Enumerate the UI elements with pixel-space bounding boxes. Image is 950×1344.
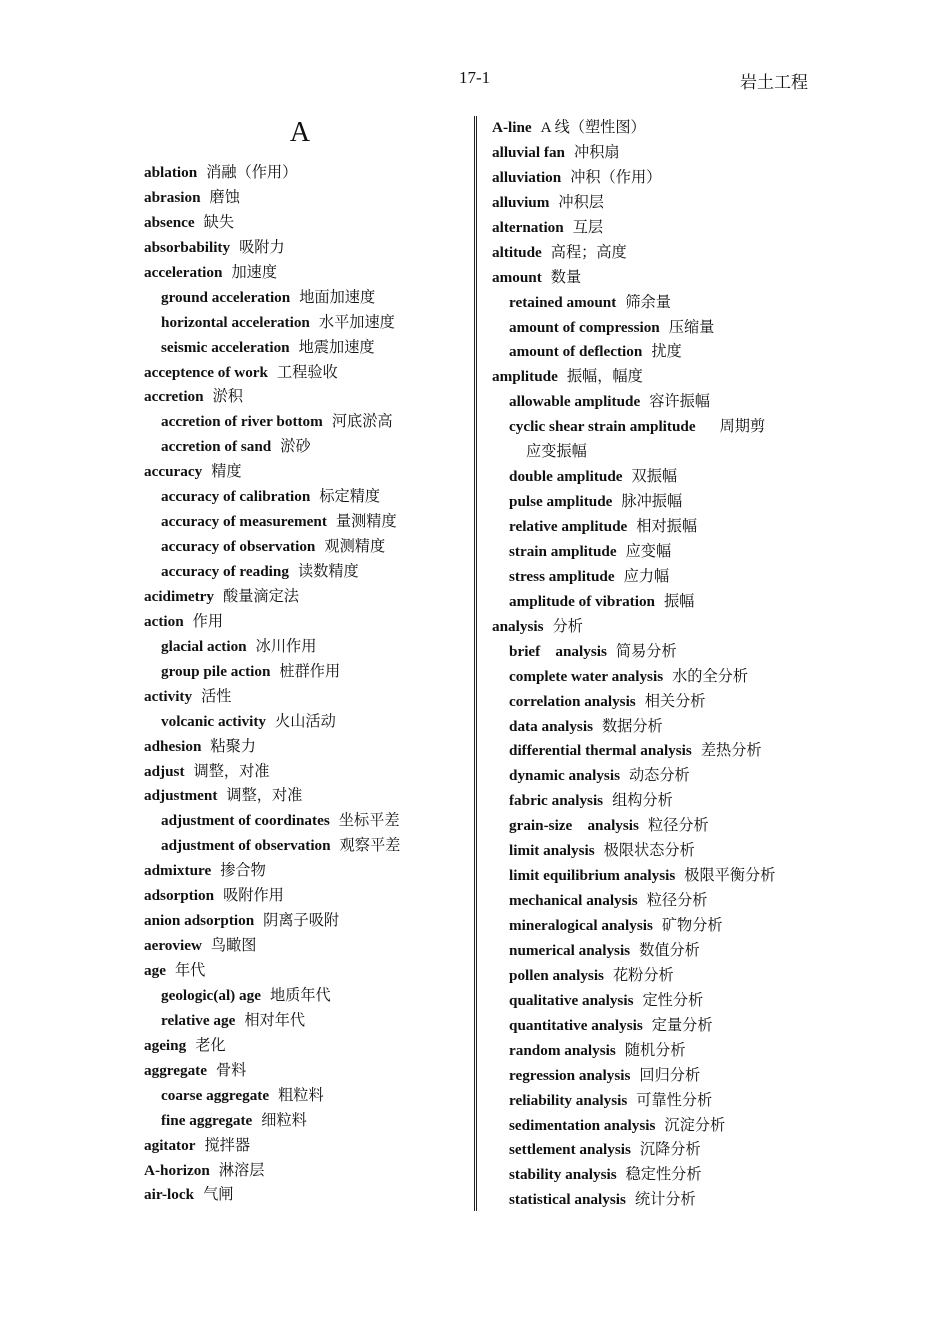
entry-term: adhesion bbox=[144, 737, 202, 755]
entry-term: abrasion bbox=[144, 188, 201, 206]
entry-translation: 振幅，幅度 bbox=[566, 368, 643, 386]
entry-term: regression analysis bbox=[509, 1066, 631, 1084]
entry-translation: 矿物分析 bbox=[661, 917, 723, 934]
dictionary-entry bbox=[144, 735, 464, 760]
entry-term: dynamic analysis bbox=[509, 767, 620, 785]
entry-translation: 阴离子吸附 bbox=[263, 912, 340, 930]
dictionary-entry bbox=[492, 615, 822, 640]
dictionary-subentry bbox=[144, 834, 464, 859]
entry-translation: 筛余量 bbox=[625, 293, 671, 311]
dictionary-subentry bbox=[492, 789, 822, 814]
entry-term: random analysis bbox=[509, 1041, 616, 1059]
dictionary-subentry bbox=[492, 839, 822, 864]
entry-translation: 鸟瞰图 bbox=[210, 937, 257, 955]
dictionary-entry bbox=[492, 266, 822, 291]
entry-translation: 冰川作用 bbox=[255, 637, 317, 655]
entry-translation: 数量 bbox=[550, 268, 582, 286]
dictionary-entry bbox=[492, 365, 822, 390]
entry-translation: 冲积扇 bbox=[574, 143, 620, 161]
entry-translation: 量测精度 bbox=[335, 513, 397, 531]
entry-term: action bbox=[144, 612, 184, 630]
entry-translation: 数据分析 bbox=[601, 717, 663, 735]
dictionary-subentry bbox=[144, 311, 464, 336]
entry-term: altitude bbox=[492, 243, 542, 261]
dictionary-subentry bbox=[492, 340, 822, 365]
entry-translation: 应变振幅 bbox=[526, 443, 587, 461]
dictionary-entry bbox=[492, 241, 822, 266]
dictionary-subentry bbox=[492, 590, 822, 615]
entry-translation: 水平加速度 bbox=[318, 313, 395, 331]
entry-translation: 数值分析 bbox=[639, 941, 700, 959]
entry-term: reliability analysis bbox=[509, 1091, 628, 1109]
dictionary-subentry bbox=[492, 864, 822, 889]
dictionary-subentry bbox=[492, 1039, 822, 1064]
entry-term: pulse amplitude bbox=[509, 493, 613, 511]
entry-term: acidimetry bbox=[144, 587, 215, 605]
entry-translation: 年代 bbox=[174, 962, 206, 979]
dictionary-entry bbox=[144, 585, 464, 610]
entry-translation: 统计分析 bbox=[634, 1191, 696, 1209]
dictionary-subentry bbox=[492, 1014, 822, 1039]
entry-term: glacial action bbox=[161, 637, 247, 655]
entry-term: acceleration bbox=[144, 263, 223, 281]
entry-translation: 吸附作用 bbox=[223, 887, 284, 905]
entry-translation: 简易分析 bbox=[615, 642, 677, 660]
dictionary-subentry bbox=[492, 565, 822, 590]
entry-term: stability analysis bbox=[509, 1166, 617, 1184]
entry-translation: 老化 bbox=[195, 1036, 226, 1054]
dictionary-entry bbox=[144, 361, 464, 386]
dictionary-subentry bbox=[492, 465, 822, 490]
dictionary-subentry bbox=[492, 690, 822, 715]
dictionary-subentry bbox=[492, 889, 822, 914]
dictionary-entry bbox=[144, 934, 464, 959]
dictionary-subentry bbox=[492, 390, 822, 415]
entry-term: adjustment bbox=[144, 787, 218, 805]
dictionary-subentry bbox=[492, 291, 822, 316]
entry-translation: 淤积 bbox=[212, 388, 243, 406]
entry-term: settlement analysis bbox=[509, 1141, 631, 1159]
entry-term: mechanical analysis bbox=[509, 892, 638, 910]
entry-term: air-lock bbox=[144, 1186, 195, 1204]
entry-translation: 容许振幅 bbox=[649, 393, 710, 411]
dictionary-subentry bbox=[492, 814, 822, 839]
entry-term: aggregate bbox=[144, 1061, 207, 1079]
dictionary-entry bbox=[144, 859, 464, 884]
entry-translation: 动态分析 bbox=[628, 767, 690, 785]
entry-translation: 作用 bbox=[192, 612, 224, 630]
entry-term: quantitative analysis bbox=[509, 1016, 643, 1034]
entry-term: limit equilibrium analysis bbox=[509, 867, 676, 885]
entry-term: adjustment of coordinates bbox=[161, 812, 330, 830]
entry-translation: 细粒料 bbox=[261, 1111, 307, 1129]
entry-term: brief analysis bbox=[509, 642, 607, 660]
entry-term: accuracy of observation bbox=[161, 538, 316, 556]
dictionary-subentry bbox=[492, 440, 822, 465]
entry-translation: 地质年代 bbox=[269, 986, 331, 1004]
entry-translation: 淤砂 bbox=[280, 438, 311, 456]
entry-term: activity bbox=[144, 687, 193, 705]
dictionary-subentry bbox=[492, 316, 822, 341]
entry-term: double amplitude bbox=[509, 468, 623, 486]
dictionary-entry bbox=[144, 1059, 464, 1084]
entry-translation: 定量分析 bbox=[651, 1016, 713, 1034]
entry-translation: 相对年代 bbox=[244, 1011, 306, 1029]
entry-term: analysis bbox=[492, 617, 544, 635]
entry-term: amplitude bbox=[492, 368, 558, 386]
entry-translation: 应力幅 bbox=[623, 567, 670, 585]
entry-translation: 组构分析 bbox=[612, 792, 673, 810]
entry-term: relative age bbox=[161, 1011, 236, 1029]
entry-term: adjustment of observation bbox=[161, 837, 331, 855]
entry-translation: 稳定性分析 bbox=[625, 1166, 702, 1184]
dictionary-entry bbox=[144, 784, 464, 809]
entry-translation: 加速度 bbox=[231, 263, 277, 281]
dictionary-subentry bbox=[492, 515, 822, 540]
dictionary-entry bbox=[144, 909, 464, 934]
section-letter: A bbox=[289, 117, 311, 148]
entry-translation: 工程验收 bbox=[276, 363, 338, 381]
dictionary-subentry bbox=[144, 1084, 464, 1109]
dictionary-subentry bbox=[492, 715, 822, 740]
entry-term: accretion bbox=[144, 388, 204, 406]
entry-translation: 可靠性分析 bbox=[636, 1091, 713, 1109]
entry-term: fine aggregate bbox=[161, 1111, 253, 1129]
entry-term: retained amount bbox=[509, 293, 617, 311]
entry-translation: 振幅 bbox=[663, 592, 695, 610]
entry-term: correlation analysis bbox=[509, 692, 636, 710]
entry-translation: 双振幅 bbox=[631, 468, 678, 486]
entry-term: relative amplitude bbox=[509, 518, 628, 535]
entry-translation: 河底淤高 bbox=[331, 413, 393, 431]
entry-translation: 骨料 bbox=[215, 1061, 247, 1079]
entry-translation: 地面加速度 bbox=[299, 288, 376, 306]
entry-translation: 互层 bbox=[572, 218, 604, 236]
right-column bbox=[492, 116, 822, 1213]
dictionary-subentry bbox=[144, 710, 464, 735]
entry-term: alluviation bbox=[492, 168, 562, 186]
entry-translation: 读数精度 bbox=[297, 563, 359, 580]
dictionary-entry bbox=[492, 116, 822, 141]
entry-term: sedimentation analysis bbox=[509, 1116, 656, 1134]
entry-term: accretion of sand bbox=[161, 438, 272, 456]
entry-translation: 搅拌器 bbox=[204, 1136, 251, 1154]
entry-translation: A 线（塑性图） bbox=[540, 119, 646, 136]
dictionary-subentry bbox=[492, 1163, 822, 1188]
dictionary-subentry bbox=[492, 1114, 822, 1139]
dictionary-entry bbox=[144, 1134, 464, 1159]
dictionary-entry bbox=[144, 1159, 464, 1184]
dictionary-entry bbox=[144, 760, 464, 785]
dictionary-subentry bbox=[492, 1089, 822, 1114]
dictionary-subentry bbox=[144, 286, 464, 311]
dictionary-entry bbox=[492, 166, 822, 191]
dictionary-entry bbox=[144, 261, 464, 286]
entry-term: accuracy of measurement bbox=[161, 513, 327, 531]
entry-translation: 坐标平差 bbox=[338, 812, 400, 830]
dictionary-subentry bbox=[144, 1109, 464, 1134]
dictionary-entry bbox=[144, 685, 464, 710]
entry-translation: 定性分析 bbox=[642, 991, 704, 1009]
entry-translation: 火山活动 bbox=[275, 712, 336, 730]
entry-term: alternation bbox=[492, 218, 564, 236]
dictionary-subentry bbox=[492, 1138, 822, 1163]
entry-term: pollen analysis bbox=[509, 966, 604, 984]
entry-translation: 酸量滴定法 bbox=[223, 587, 299, 605]
entry-term: accretion of river bottom bbox=[161, 413, 323, 431]
entry-term: agitator bbox=[144, 1136, 196, 1154]
dictionary-subentry bbox=[492, 964, 822, 989]
entry-translation: 标定精度 bbox=[319, 488, 381, 506]
dictionary-subentry bbox=[492, 914, 822, 939]
entry-translation: 周期剪 bbox=[719, 418, 766, 436]
entry-term: strain amplitude bbox=[509, 542, 617, 560]
dictionary-entry bbox=[492, 141, 822, 166]
entry-term: amount bbox=[492, 268, 542, 286]
dictionary-entry bbox=[492, 191, 822, 216]
dictionary-subentry bbox=[144, 660, 464, 685]
entry-translation: 冲积层 bbox=[558, 193, 604, 211]
entry-translation: 地震加速度 bbox=[298, 338, 375, 356]
page-number: 17-1 bbox=[459, 68, 491, 87]
entry-translation: 沉降分析 bbox=[639, 1141, 701, 1159]
entry-term: alluvium bbox=[492, 193, 550, 211]
entry-term: A-horizon bbox=[144, 1161, 210, 1179]
entry-term: cyclic shear strain amplitude bbox=[509, 418, 696, 436]
entry-translation: 桩群作用 bbox=[279, 662, 341, 680]
entry-translation: 水的全分析 bbox=[672, 667, 749, 685]
entry-term: ablation bbox=[144, 164, 198, 181]
entry-term: coarse aggregate bbox=[161, 1086, 270, 1104]
entry-term: aeroview bbox=[144, 937, 202, 955]
column-divider bbox=[474, 116, 477, 1211]
dictionary-entry bbox=[144, 211, 464, 236]
dictionary-subentry bbox=[144, 435, 464, 460]
dictionary-subentry bbox=[144, 984, 464, 1009]
entry-term: statistical analysis bbox=[509, 1191, 626, 1209]
entry-term: amount of compression bbox=[509, 318, 660, 336]
entry-term: mineralogical analysis bbox=[509, 917, 653, 934]
entry-term: grain-size analysis bbox=[509, 817, 639, 835]
dictionary-subentry bbox=[492, 739, 822, 764]
entry-translation: 脉冲振幅 bbox=[621, 493, 683, 511]
entry-translation: 花粉分析 bbox=[612, 966, 674, 984]
dictionary-entry bbox=[144, 186, 464, 211]
entry-translation: 磨蚀 bbox=[209, 188, 240, 206]
dictionary-entry bbox=[144, 460, 464, 485]
entry-term: admixture bbox=[144, 862, 212, 880]
entry-term: anion adsorption bbox=[144, 912, 255, 930]
entry-translation: 缺失 bbox=[203, 213, 234, 231]
entry-translation: 相关分析 bbox=[644, 692, 706, 710]
entry-term: absence bbox=[144, 213, 195, 231]
dictionary-subentry bbox=[144, 809, 464, 834]
dictionary-subentry bbox=[492, 989, 822, 1014]
entry-translation: 高程；高度 bbox=[550, 243, 627, 261]
entry-translation: 压缩量 bbox=[668, 318, 715, 336]
dictionary-subentry bbox=[492, 415, 822, 440]
entry-translation: 粗粒料 bbox=[278, 1086, 324, 1104]
entry-translation: 掺合物 bbox=[220, 862, 266, 880]
entry-term: volcanic activity bbox=[161, 712, 267, 730]
entry-term: stress amplitude bbox=[509, 567, 615, 585]
dictionary-subentry bbox=[492, 490, 822, 515]
dictionary-subentry bbox=[144, 560, 464, 585]
entry-term: seismic acceleration bbox=[161, 338, 290, 356]
entry-term: differential thermal analysis bbox=[509, 742, 692, 760]
dictionary-entry bbox=[144, 385, 464, 410]
entry-translation: 冲积（作用） bbox=[570, 168, 662, 186]
entry-term: accuracy bbox=[144, 463, 203, 481]
entry-term: ground acceleration bbox=[161, 288, 291, 306]
entry-term: ageing bbox=[144, 1036, 187, 1054]
entry-translation: 观测精度 bbox=[324, 538, 386, 556]
dictionary-subentry bbox=[492, 1188, 822, 1213]
entry-term: alluvial fan bbox=[492, 143, 566, 161]
entry-term: horizontal acceleration bbox=[161, 313, 310, 331]
entry-term: fabric analysis bbox=[509, 792, 604, 810]
entry-term: amplitude of vibration bbox=[509, 592, 655, 610]
dictionary-subentry bbox=[492, 939, 822, 964]
entry-translation: 调整，对准 bbox=[193, 762, 270, 780]
entry-translation: 消融（作用） bbox=[206, 164, 298, 181]
entry-translation: 气闸 bbox=[203, 1186, 234, 1204]
entry-translation: 差热分析 bbox=[700, 742, 762, 760]
entry-translation: 极限状态分析 bbox=[603, 842, 695, 860]
entry-term: limit analysis bbox=[509, 842, 595, 860]
entry-translation: 沉淀分析 bbox=[664, 1116, 726, 1134]
entry-term: absorbability bbox=[144, 238, 231, 256]
right-entry-list bbox=[492, 116, 822, 1213]
entry-translation: 吸附力 bbox=[239, 238, 285, 256]
entry-term: accuracy of calibration bbox=[161, 488, 311, 506]
entry-term: allowable amplitude bbox=[509, 393, 641, 411]
dictionary-subentry bbox=[492, 764, 822, 789]
entry-translation: 极限平衡分析 bbox=[684, 867, 776, 885]
dictionary-subentry bbox=[492, 1064, 822, 1089]
left-column bbox=[144, 116, 464, 1208]
entry-translation: 分析 bbox=[552, 617, 583, 635]
dictionary-entry bbox=[144, 236, 464, 261]
dictionary-subentry bbox=[144, 410, 464, 435]
entry-term: accuracy of reading bbox=[161, 563, 289, 580]
entry-term: geologic(al) age bbox=[161, 986, 261, 1004]
entry-term: A-line bbox=[492, 119, 532, 136]
entry-translation: 扰度 bbox=[651, 343, 682, 361]
entry-term: adjust bbox=[144, 762, 185, 780]
dictionary-subentry bbox=[492, 540, 822, 565]
entry-translation: 粘聚力 bbox=[210, 737, 256, 755]
left-entry-list bbox=[144, 161, 464, 1208]
entry-term: acceptence of work bbox=[144, 363, 268, 381]
entry-term: adsorption bbox=[144, 887, 215, 905]
entry-translation: 粒径分析 bbox=[647, 817, 709, 835]
entry-translation: 活性 bbox=[201, 687, 232, 705]
entry-term: age bbox=[144, 962, 166, 979]
entry-term: group pile action bbox=[161, 662, 271, 680]
dictionary-entry bbox=[144, 1034, 464, 1059]
entry-term: numerical analysis bbox=[509, 941, 631, 959]
entry-term: complete water analysis bbox=[509, 667, 664, 685]
entry-term: data analysis bbox=[509, 717, 593, 735]
entry-translation: 淋溶层 bbox=[218, 1161, 265, 1179]
dictionary-entry bbox=[492, 216, 822, 241]
page-subject: 岩土工程 bbox=[740, 73, 808, 92]
entry-translation: 观察平差 bbox=[339, 837, 401, 855]
dictionary-entry bbox=[144, 161, 464, 186]
dictionary-subentry bbox=[492, 665, 822, 690]
entry-translation: 调整，对准 bbox=[226, 787, 303, 805]
entry-translation: 粒径分析 bbox=[646, 892, 708, 910]
dictionary-subentry bbox=[144, 535, 464, 560]
entry-term: qualitative analysis bbox=[509, 991, 634, 1009]
dictionary-entry bbox=[144, 1183, 464, 1208]
entry-term: amount of deflection bbox=[509, 343, 643, 361]
entry-translation: 回归分析 bbox=[639, 1066, 701, 1084]
dictionary-entry bbox=[144, 610, 464, 635]
dictionary-entry bbox=[144, 959, 464, 984]
entry-translation: 应变幅 bbox=[625, 542, 672, 560]
dictionary-subentry bbox=[144, 336, 464, 361]
entry-translation: 精度 bbox=[211, 463, 242, 481]
dictionary-subentry bbox=[492, 640, 822, 665]
entry-translation: 相对振幅 bbox=[636, 518, 698, 535]
dictionary-subentry bbox=[144, 510, 464, 535]
dictionary-subentry bbox=[144, 635, 464, 660]
dictionary-subentry bbox=[144, 1009, 464, 1034]
dictionary-subentry bbox=[144, 485, 464, 510]
entry-translation: 随机分析 bbox=[624, 1041, 686, 1059]
dictionary-entry bbox=[144, 884, 464, 909]
